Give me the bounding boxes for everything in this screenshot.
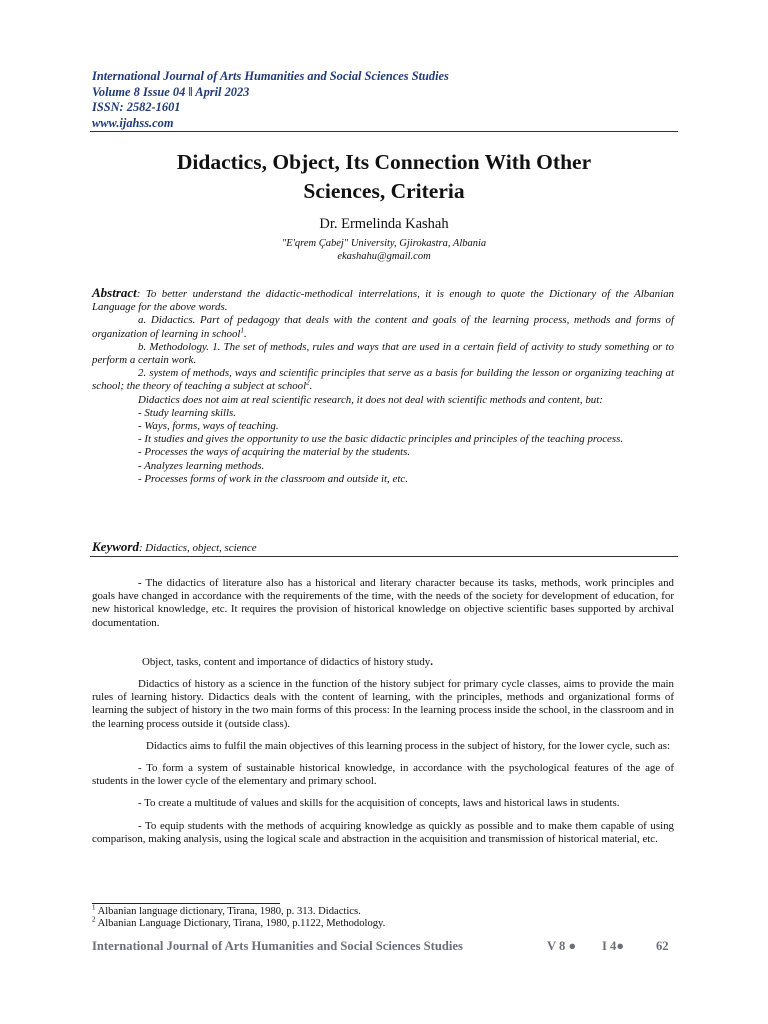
- abstract-bullet: - Processes the ways of acquiring the material by the students.: [138, 446, 411, 459]
- footnote-ref-2[interactable]: 2: [306, 378, 310, 387]
- footnote-number: 1: [92, 903, 96, 912]
- keyword-text: : Didactics, object, science: [138, 542, 257, 554]
- abstract-item-a: a. Didactics. Part of pedagogy that deals with the content and goals of the learning process, methods and forms of organization of learning in school: [92, 314, 674, 340]
- abstract-label: Abstract: [92, 285, 137, 300]
- journal-issn: ISSN: 2582-1601: [92, 100, 181, 115]
- abstract-bullet: - Ways, forms, ways of teaching.: [138, 420, 279, 433]
- body-paragraph-6: - To equip students with the methods of acquiring knowledge as quickly as possible and to make them capable of using comparison, making analysis, using the logical scale and abstraction in the acquisition and transmission of historical material, etc.: [92, 819, 674, 845]
- keyword-rule: [90, 556, 678, 557]
- section-heading-period: .: [430, 655, 433, 668]
- abstract-bullet: - Analyzes learning methods.: [138, 459, 265, 472]
- body-paragraph-5: - To create a multitude of values and skills for the acquisition of concepts, laws and historical laws in students.: [138, 797, 620, 810]
- abstract-bullet: - It studies and gives the opportunity to use the basic didactic principles and principles of the teaching process.: [138, 433, 624, 446]
- footer-page-number: 62: [656, 939, 669, 953]
- footnote-1: [92, 903, 674, 918]
- author-affiliation-block: [90, 237, 678, 263]
- abstract-item-b: b. Methodology. 1. The set of methods, rules and ways that are used in a certain field of activity to study something or to perform a certain work.: [92, 340, 674, 367]
- keyword-label: Keyword: [92, 539, 139, 554]
- footer-issue: I 4●: [602, 939, 624, 953]
- page-footer: [92, 939, 674, 957]
- section-heading: Object, tasks, content and importance of didactics of history study: [142, 655, 431, 668]
- journal-name: International Journal of Arts Humanities and Social Sciences Studies: [92, 69, 449, 83]
- header-rule: [90, 131, 678, 132]
- footer-journal: International Journal of Arts Humanities and Social Sciences Studies: [92, 939, 463, 953]
- abstract-bullet: - Study learning skills.: [138, 406, 237, 419]
- affiliation: "E'qrem Çabej" University, Gjirokastra, Albania: [281, 238, 487, 249]
- body-paragraph-1: The didactics of literature also has a historical and literary character because its tasks, methods, work principles and goals have changed in accordance with the requirements of the time, with the needs of the society for development of education, for new historical knowledge, etc. It requires the provision of historical knowledge on objective scientific bases supported by archival documentation.: [92, 577, 674, 629]
- abstract-bullet: - Processes forms of work in the classroom and outside it, etc.: [138, 472, 408, 485]
- footnotes: [92, 903, 674, 930]
- footnote-2: [92, 915, 674, 930]
- footnote-ref-1[interactable]: 1: [240, 325, 244, 334]
- journal-volume: Volume 8 Issue 04 ǁ April 2023: [92, 84, 250, 99]
- abstract: Abstract: To better understand the didactic-methodical interrelations, it is enough to quote the Dictionary of the Albanian Language for the above words. a. Didactics. Part of pedagogy that deals with the content and goals of the learning process, methods and forms of organization of learning in school$^1$. b. Methodology. 1. The set of methods, rules and ways that are used in a certain field of activity to study something or to perform a certain work. 2. system of methods, ways and scientific principles that serve as a basis for building the lesson or organizing teaching at school; the theory of teaching a subject at school$^2$. Didactics does not aim at real scientific research, it does not deal with scientific methods and content, but: - Study learning skills. - Ways, forms, ways of teaching. - It studies and gives the opportunity to use the basic didactic principles and principles of the teaching process. - Processes the ways of acquiring the material by the students. - Analyzes learning methods. - Processes forms of work in the classroom and outside it, etc.: [92, 285, 674, 485]
- abstract-intro: : To better understand the didactic-methodical interrelations, it is enough to quote the Dictionary of the Albanian Language for the above words.: [92, 288, 674, 314]
- body-paragraph-3: Didactics aims to fulfil the main objectives of this learning process in the subject of history, for the lower cycle, such as:: [146, 739, 671, 752]
- author-name: Dr. Ermelinda Kashah: [319, 216, 449, 232]
- journal-website[interactable]: www.ijahss.com: [92, 115, 174, 130]
- author-email[interactable]: ekashahu@gmail.com: [337, 251, 431, 262]
- keywords: [92, 539, 674, 555]
- body-paragraph-2: Didactics of history as a science in the function of the history subject for primary cycle classes, aims to provide the main rules of learning history. Didactics deals with the content of learning, with the principles, methods and organizational forms of learning the subject of history in the two main forms of this process: In the learning process inside the school, in the classroom and in the learning process outside it (outside class).: [92, 678, 674, 730]
- body-paragraph-4: - To form a system of sustainable historical knowledge, in accordance with the psychological features of the age of students in the lower cycle of the elementary and primary school.: [92, 762, 674, 788]
- title-line-1: Didactics, Object, Its Connection With Other: [176, 150, 592, 174]
- journal-header: [92, 69, 682, 131]
- footnote-text: Albanian Language Dictionary, Tirana, 1980, p.1122, Methodology.: [95, 918, 386, 930]
- title-line-2: Sciences, Criteria: [303, 179, 465, 203]
- abstract-didactics-not: Didactics does not aim at real scientific research, it does not deal with scientific methods and content, but:: [138, 393, 603, 406]
- footer-volume: V 8 ●: [547, 939, 577, 953]
- article-title: [90, 148, 678, 206]
- body-p1-dash: -: [138, 577, 142, 589]
- footnote-text: Albanian language dictionary, Tirana, 1980, p. 313. Didactics.: [95, 906, 361, 917]
- article-body: [92, 577, 674, 846]
- footnote-number: 2: [92, 915, 96, 924]
- footnote-rule: [92, 903, 280, 904]
- abstract-item-2: 2. system of methods, ways and scientific principles that serve as a basis for building the lesson or organizing teaching at school; the theory of teaching a subject at school: [92, 367, 674, 393]
